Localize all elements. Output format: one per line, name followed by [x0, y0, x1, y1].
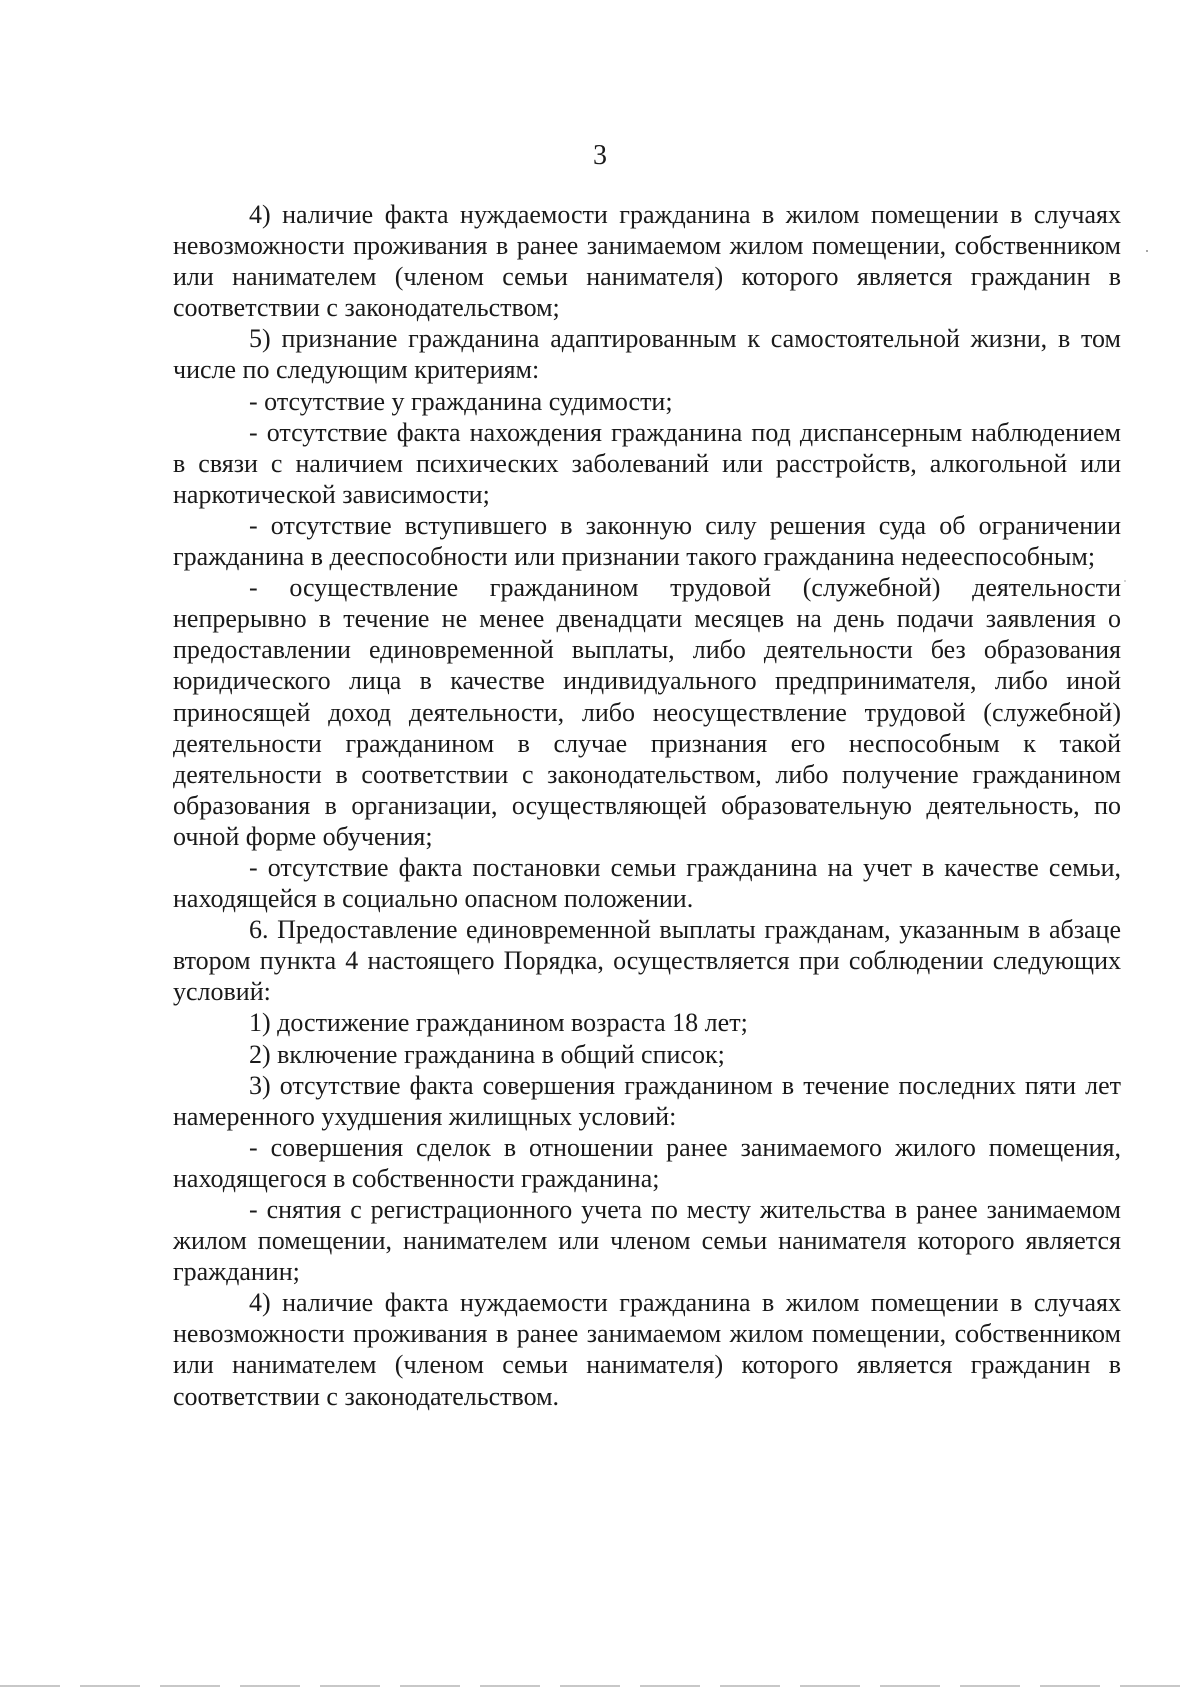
paragraph-section-6: 6. Предоставление единовременной выплаты гражданам, указанным в абзаце втором пункта 4 настоящего Порядка, осуществляется при соблюдении следующих условий:	[173, 915, 1121, 1007]
paragraph-criterion-employment: - осуществление гражданином трудовой (служебной) деятельности непрерывно в течение не менее двенадцати месяцев на день подачи заявления о предоставлении единовременной выплаты, либо деятельности без образования юридического лица в качестве индивидуального предпринимателя, либо иной приносящей доход деятельности, либо неосуществление трудовой (служебной) деятельности гражданином в случае признания его неспособным к такой деятельности в соответствии с законодательством, либо получение гражданином образования в организации, осуществляющей образовательную деятельность, по очной форме обучения;	[173, 573, 1121, 851]
paragraph-condition-general-list: 2) включение гражданина в общий список;	[249, 1039, 725, 1069]
paragraph-criterion-no-dispensary: - отсутствие факта нахождения гражданина под диспансерным наблюдением в связи с наличием психических заболеваний или расстройств, алкогольной или наркотической зависимости;	[173, 417, 1121, 509]
page-number: 3	[593, 140, 607, 171]
paragraph-sub-transactions: - совершения сделок в отношении ранее занимаемого жилого помещения, находящегося в собственности гражданина;	[173, 1132, 1121, 1193]
paragraph-sub-deregistration: - снятия с регистрационного учета по месту жительства в ранее занимаемом жилом помещении, нанимателем или членом семьи нанимателя которого является гражданин;	[173, 1195, 1121, 1287]
paragraph-item-4-need: 4) наличие факта нуждаемости гражданина в жилом помещении в случаях невозможности проживания в ранее занимаемом жилом помещении, собственником или нанимателем (членом семьи нанимателя) которого является гражданин в соответствии с законодательством;	[173, 200, 1121, 323]
paragraph-condition-age: 1) достижение гражданином возраста 18 лет;	[249, 1008, 748, 1038]
paragraph-condition-no-worsening: 3) отсутствие факта совершения гражданином в течение последних пяти лет намеренного ухудшения жилищных условий:	[173, 1070, 1121, 1131]
paragraph-criterion-no-conviction: - отсутствие у гражданина судимости;	[249, 386, 673, 416]
paragraph-criterion-no-court-decision: - отсутствие вступившего в законную силу решения суда об ограничении гражданина в дееспособности или признании такого гражданина недееспособным;	[173, 510, 1121, 572]
scan-speck	[1146, 250, 1148, 252]
paragraph-item-5-adapted: 5) признание гражданина адаптированным к самостоятельной жизни, в том числе по следующим критериям:	[173, 324, 1121, 385]
body-text	[173, 199, 1121, 1412]
scan-edge-line	[0, 1685, 1200, 1687]
paragraph-criterion-family-registration: - отсутствие факта постановки семьи гражданина на учет в качестве семьи, находящейся в социально опасном положении.	[173, 852, 1121, 914]
scan-speck	[1124, 580, 1126, 582]
paragraph-condition-need: 4) наличие факта нуждаемости гражданина в жилом помещении в случаях невозможности проживания в ранее занимаемом жилом помещении, собственником или нанимателем (членом семьи нанимателя) которого является гражданин в соответствии с законодательством.	[173, 1288, 1121, 1411]
